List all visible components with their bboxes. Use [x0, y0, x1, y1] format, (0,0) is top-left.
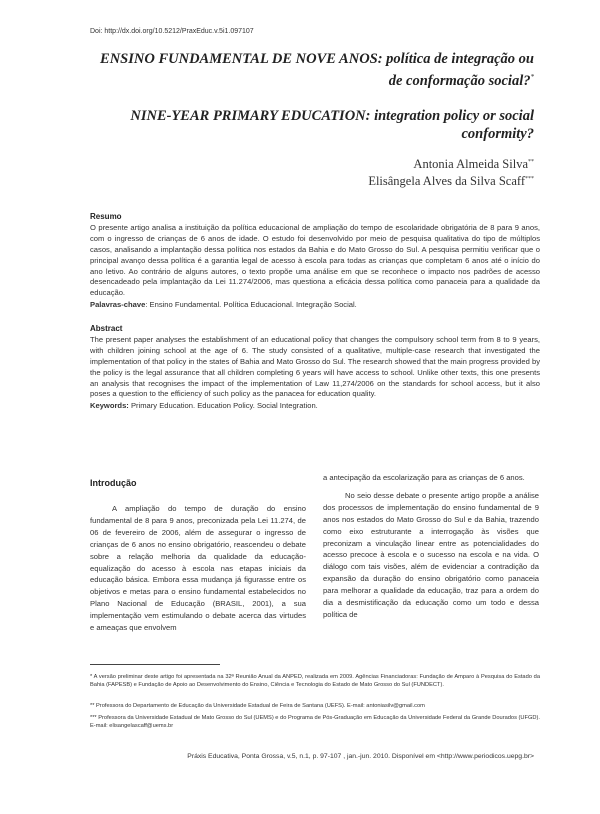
author-2 — [368, 174, 534, 189]
title-portuguese-text: ENSINO FUNDAMENTAL DE NOVE ANOS: política de integração ou de conformação social? — [100, 51, 534, 89]
footnote-3: *** Professora da Universidade Estadual de Mato Grosso do Sul (UEMS) e do Programa de Pós-Graduação em Educação da Universidade Federal da Grande Dourados (UFGD). E-mail: elisangelascaff@uems.br — [90, 715, 540, 730]
abstract-keywords — [90, 401, 540, 412]
intro-continuation: a antecipação da escolarização para as crianças de 6 anos. — [323, 473, 525, 482]
intro-paragraph-2: No seio desse debate o presente artigo propõe a análise dos processos de implementação do ensino fundamental de 9 anos nos estados do Mato Grosso do Sul e da Bahia, trazendo como eixo estruturante a interrogação às visões que preconizam a vinculação linear entre as potencialidades do acesso precoce à escola e o sucesso na escola e na vida. O diálogo com tais visões, além de evidenciar a contradição da expansão da duração do ensino obrigatório como panaceia para melhorar a qualidade da educação, traz para a ordem do dia a desmistificação da educação como um todo e dessa política de — [323, 490, 539, 619]
author-2-name: Elisângela Alves da Silva Scaff — [368, 174, 525, 188]
intro-right-column — [323, 472, 539, 621]
footnote-2: ** Professora do Departamento de Educação da Universidade Estadual de Feira de Santana (UEFS). E-mail: antoniasilv@gmail.com — [90, 703, 425, 709]
title-footnote-mark: * — [530, 73, 534, 81]
footnote-1: * A versão preliminar deste artigo foi apresentada na 32ª Reunião Anual da ANPED, realizada em 2009. Agências Financiadoras: Fundação de Amparo à Pesquisa do Estado da Bahia (FAPESB) e Fundação de Apoio ao Desenvolvimento do Ensino, Ciência e Tecnologia do Estado de Mato Grosso do Sul (FUNDECT). — [90, 674, 540, 689]
intro-left-column — [90, 503, 306, 634]
resumo-text: O presente artigo analisa a instituição da política educacional de ampliação do tempo de escolaridade obrigatória de 8 para 9 anos, com o ingresso de crianças de 6 anos de idade. O estudo foi desenvolvido por meio de pesquisa qualitativa do tipo de múltiplos casos, analisando a implantação dessa política nos estados da Bahia e do Mato Grosso do Sul. A pesquisa permitiu verificar que o principal avanço dessa política é a garantia legal de acesso à escola para todas as crianças que completam 6 anos até o início do ano letivo. Ao contrário de alguns autores, o texto propõe uma análise em que se reconhece o impacto nos padrões de acesso desencadeado pela implantação da Lei 11.274/2006, mas questiona a eficácia dessa política como panaceia para a qualidade da educação. — [90, 222, 540, 298]
doi-line[interactable]: Doi: http://dx.doi.org/10.5212/PraxEduc.v.5i1.097107 — [90, 28, 254, 35]
keywords-values: Primary Education. Education Policy. Social Integration. — [128, 401, 318, 411]
author-2-mark: *** — [525, 175, 534, 182]
title-english: NINE-YEAR PRIMARY EDUCATION: integration policy or social conformity? — [130, 108, 534, 142]
abstract-heading: Abstract — [90, 324, 123, 333]
resumo-heading: Resumo — [90, 212, 122, 221]
title-portuguese — [94, 50, 534, 90]
journal-footer: Práxis Educativa, Ponta Grossa, v.5, n.1, p. 97-107 , jan.-jun. 2010. Disponível em <http://www.periodicos.uepg.br> — [187, 753, 534, 760]
footnote-rule — [90, 664, 220, 665]
resumo-section — [90, 212, 540, 311]
abstract-section — [90, 324, 540, 412]
author-1-mark: ** — [528, 158, 534, 165]
palavras-chave-values: : Ensino Fundamental. Política Educacional. Integração Social. — [145, 300, 357, 310]
author-1 — [413, 157, 534, 172]
author-1-name: Antonia Almeida Silva — [413, 157, 528, 171]
keywords-label: Keywords: — [90, 401, 129, 411]
resumo-keywords — [90, 300, 540, 311]
intro-paragraph-1: A ampliação do tempo de duração do ensino fundamental de 8 para 9 anos, preconizada pela Lei 11.274, de 06 de fevereiro de 2006, além de assegurar o ingresso de crianças de 6 anos no ensino obrigatório, reascendeu o debate sobre a relação melhoria da qualidade da educação-equalização do acesso à escola nas etapas iniciais da educação básica. Embora essa mudança já figurasse entre os objetivos e metas para o ensino fundamental estabelecidos no Plano Nacional de Educação (BRASIL, 2001), a sua implementação vem estimulando o debate acerca das virtudes e ameaças que envolvem — [90, 504, 306, 633]
palavras-chave-label: Palavras-chave — [90, 300, 146, 310]
intro-heading: Introdução — [90, 478, 137, 488]
abstract-text: The present paper analyses the establishment of an educational policy that changes the compulsory school term from 8 to 9 years, with children joining school at the age of 6. The study consisted of a qualitative, multiple-case research that investigated the implementation of that policy in the states of Bahia and Mato Grosso do Sul. The research showed that the main progress provided by the policy is the legal assurance that all children completing 6 years will have access to school. Unlike other texts, this one presents an analysis that recognises the impact of the implementation of Law 11,274/2006 on the standards for school access, but it also poses a question to the efficiency of such policy as the panacea for education quality. — [90, 334, 540, 399]
